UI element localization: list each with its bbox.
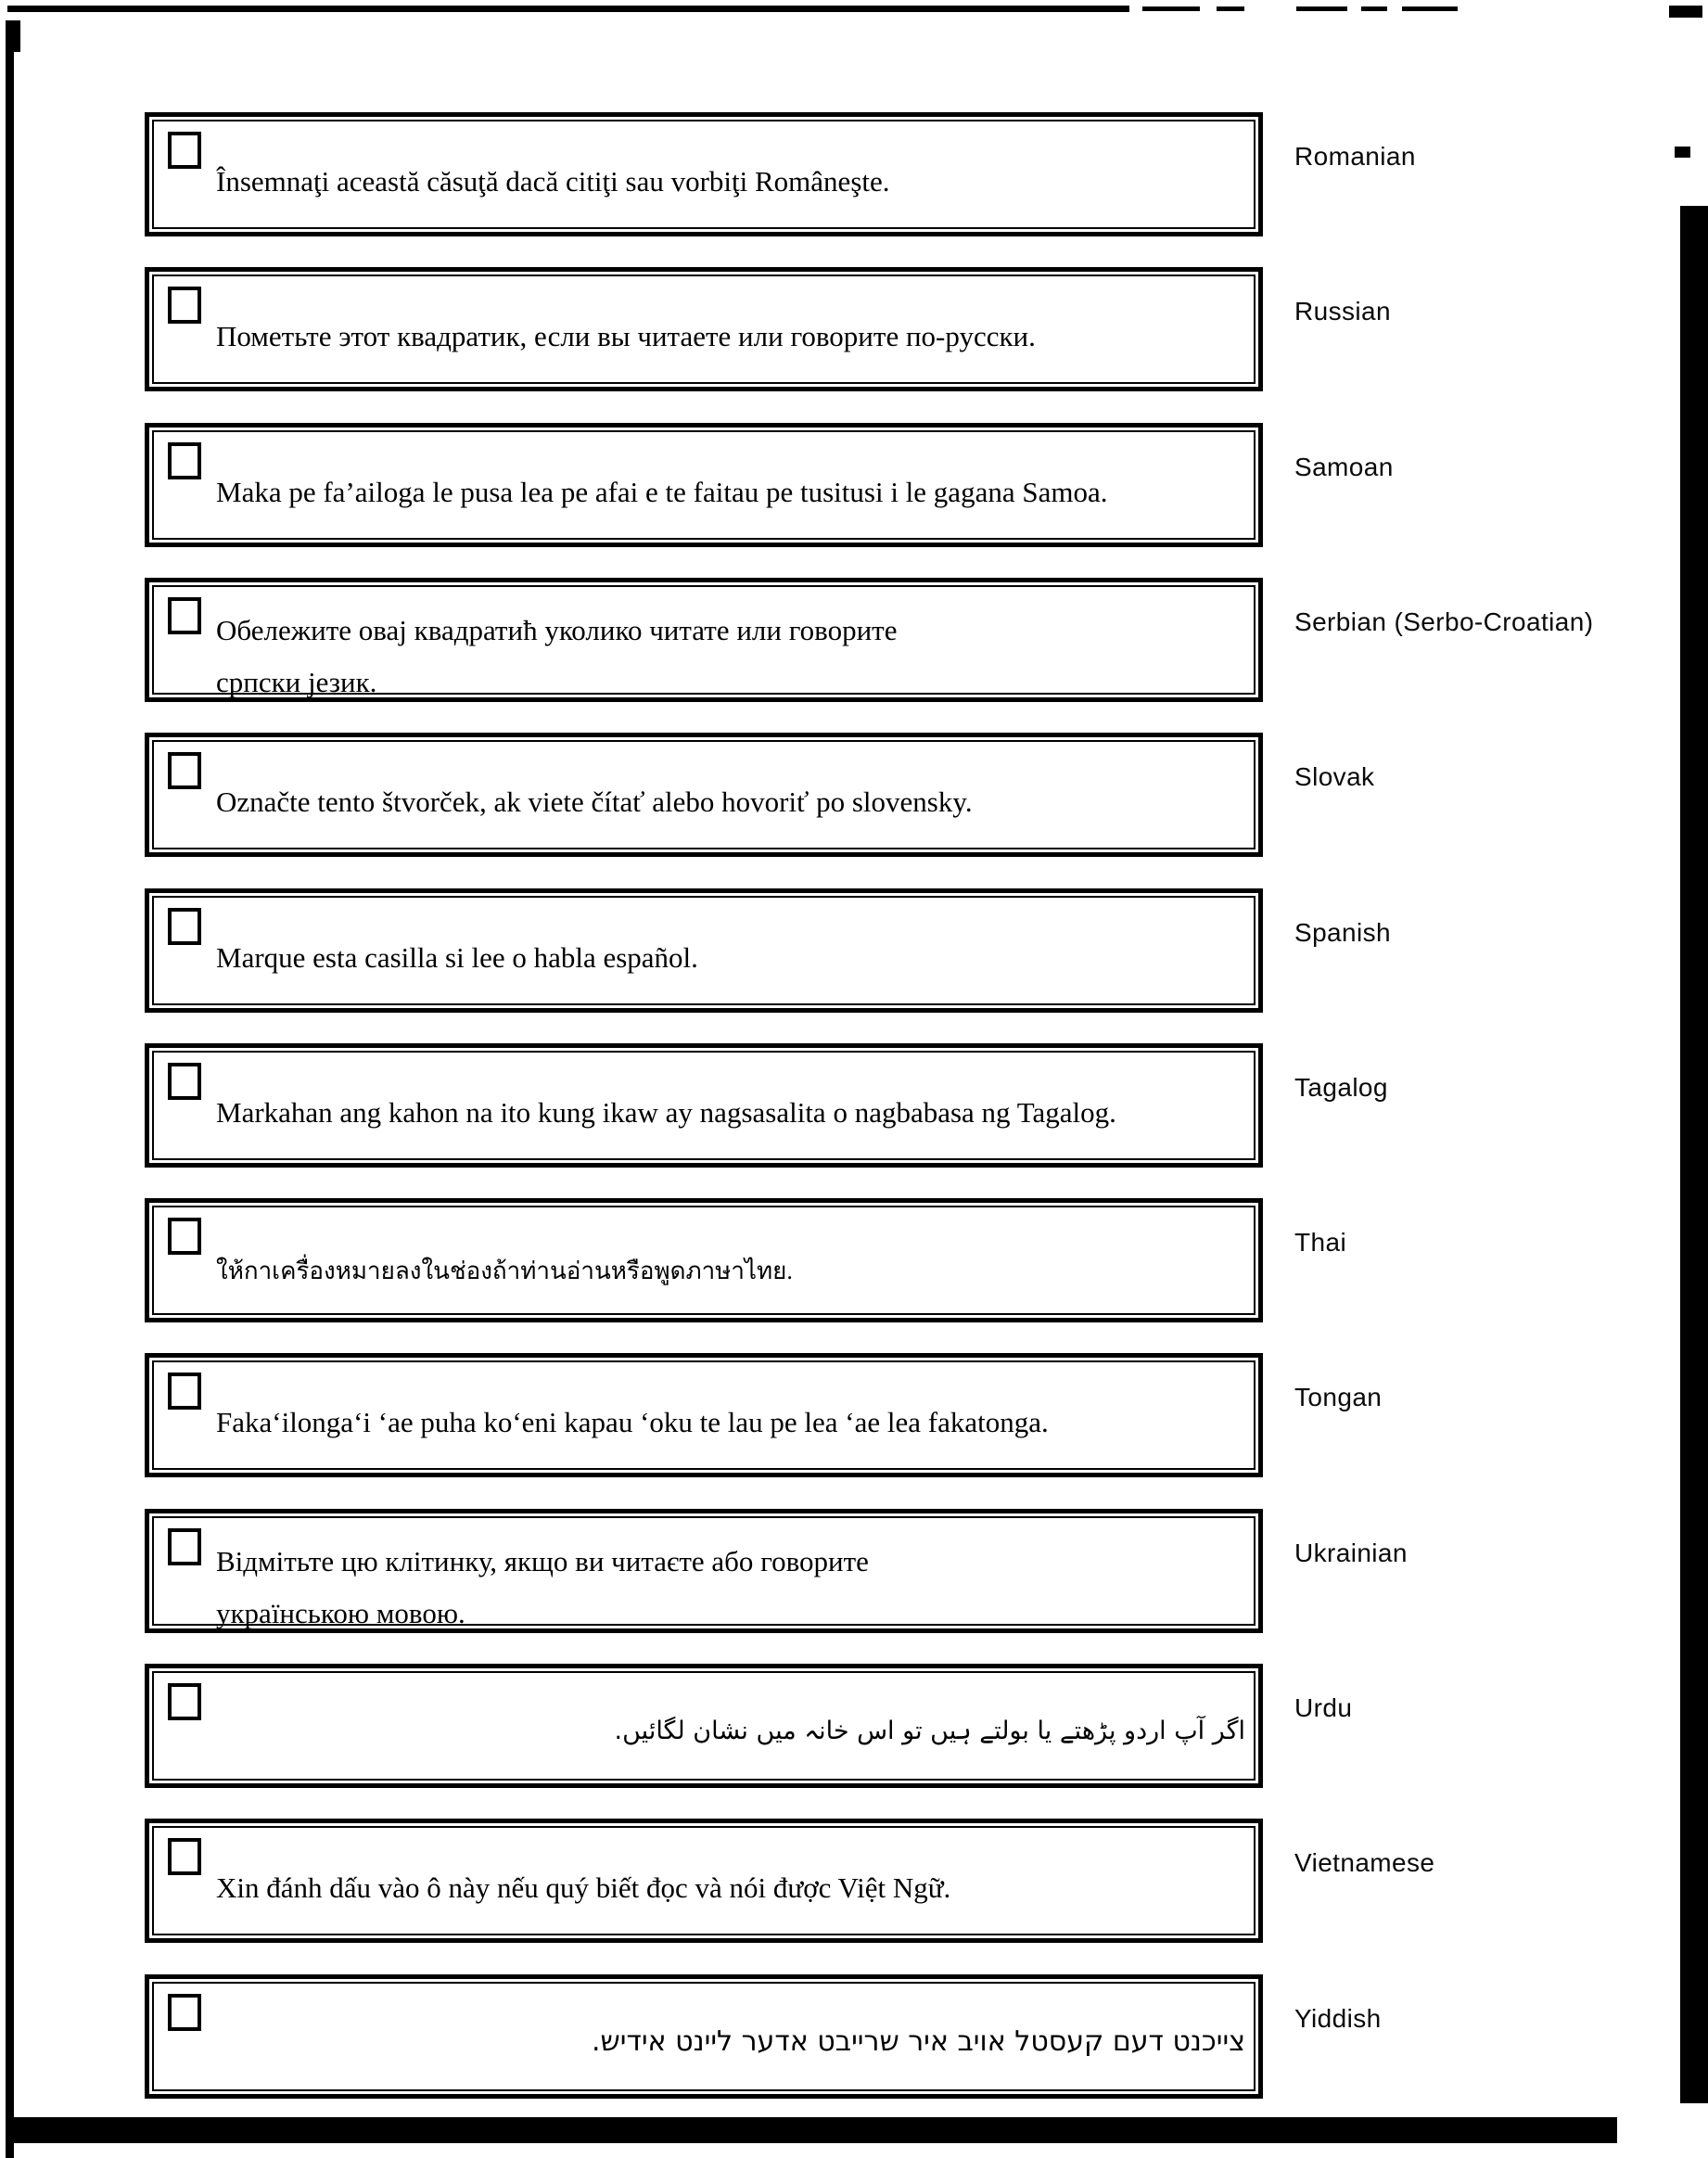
page-border-left <box>6 20 14 2158</box>
prompt-line-1: اگر آپ اردو پڑھتے یا بولتے ہیں تو اس خانہ میں نشان لگائیں. <box>614 1717 1245 1745</box>
prompt-line-1: Відмітьте цю клітинку, якщо ви читаєте або говорите <box>216 1545 869 1577</box>
checkbox[interactable] <box>168 132 201 169</box>
prompt-line-1: Xin đánh dấu vào ô này nếu quý biết đọc và nói được Việt Ngữ. <box>216 1871 951 1904</box>
language-row <box>145 423 1708 547</box>
checkbox[interactable] <box>168 908 201 945</box>
language-label: Serbian (Serbo-Croatian) <box>1294 607 1594 636</box>
language-row <box>145 888 1708 1013</box>
language-row <box>145 1509 1708 1633</box>
prompt-line-1: Markahan ang kahon na ito kung ikaw ay nagsasalita o nagbabasa ng Tagalog. <box>216 1096 1116 1129</box>
language-row <box>145 1198 1708 1322</box>
prompt <box>216 605 1245 709</box>
prompt-line-1: ให้กาเครื่องหมายลงในช่องถ้าท่านอ่านหรือพูดภาษาไทย. <box>216 1258 793 1284</box>
prompt-box <box>145 267 1263 391</box>
prompt-box <box>145 1043 1263 1168</box>
prompt-line-1: Označte tento štvorček, ak viete čítať alebo hovoriť po slovensky. <box>216 785 973 818</box>
prompt <box>216 1404 1245 1441</box>
prompt-box <box>145 1819 1263 1943</box>
prompt-box <box>145 1509 1263 1633</box>
page-border-top <box>7 6 1129 12</box>
prompt <box>216 163 1245 200</box>
prompt-box <box>145 423 1263 547</box>
prompt <box>216 1536 1245 1640</box>
language-label: Urdu <box>1294 1693 1353 1722</box>
language-label: Russian <box>1294 297 1391 326</box>
language-row <box>145 733 1708 857</box>
prompt <box>216 2024 1245 2061</box>
language-label: Tagalog <box>1294 1073 1388 1102</box>
prompt-line-1: Faka‘ilonga‘i ‘ae puha ko‘eni kapau ‘oku te lau pe lea ‘ae lea fakatonga. <box>216 1406 1049 1438</box>
top-right-dash-mark <box>1669 6 1702 18</box>
language-label: Spanish <box>1294 918 1391 947</box>
prompt-line-1: Maka pe fa’ailoga le pusa lea pe afai e te faitau pe tusitusi i le gagana Samoa. <box>216 476 1108 508</box>
language-row <box>145 1353 1708 1477</box>
language-label: Samoan <box>1294 453 1394 481</box>
prompt-line-1: צייכנט דעם קעסטל אויב איר שרייבט אדער ליינט אידיש. <box>591 2025 1245 2058</box>
checkbox[interactable] <box>168 1994 201 2031</box>
prompt <box>216 1713 1245 1750</box>
prompt <box>216 1253 1245 1290</box>
prompt <box>216 939 1245 977</box>
prompt-line-1: Обележите овај квадратић уколико читате или говорите <box>216 614 898 646</box>
language-label: Yiddish <box>1294 2004 1382 2033</box>
prompt-line-2: српски језик. <box>216 666 377 698</box>
checkbox[interactable] <box>168 1218 201 1255</box>
prompt-line-1: Marque esta casilla si lee o habla español. <box>216 941 698 974</box>
language-row <box>145 1043 1708 1168</box>
language-row <box>145 267 1708 391</box>
page-border-top-dash <box>1296 6 1347 11</box>
prompt <box>216 1870 1245 1907</box>
prompt-line-1: Пометьте этот квадратик, если вы читаете или говорите по-русски. <box>216 320 1036 352</box>
language-label: Ukrainian <box>1294 1539 1408 1567</box>
page-border-top-dash <box>1361 6 1387 11</box>
language-label: Thai <box>1294 1228 1347 1257</box>
language-row <box>145 1664 1708 1788</box>
language-row <box>145 1819 1708 1943</box>
prompt-box <box>145 1664 1263 1788</box>
checkbox[interactable] <box>168 1528 201 1565</box>
page-border-top-dash <box>1217 6 1244 11</box>
prompt-box <box>145 733 1263 857</box>
prompt-line-1: Însemnaţi această căsuţă dacă citiţi sau vorbiţi Româneşte. <box>216 165 890 198</box>
checkbox[interactable] <box>168 287 201 324</box>
language-row <box>145 1974 1708 2099</box>
prompt <box>216 784 1245 821</box>
language-label: Tongan <box>1294 1383 1383 1411</box>
page-border-top-dash <box>1402 6 1458 11</box>
checkbox[interactable] <box>168 597 201 634</box>
bottom-black-bar <box>7 2117 1617 2143</box>
prompt <box>216 1094 1245 1131</box>
language-label: Slovak <box>1294 762 1375 791</box>
checkbox[interactable] <box>168 1838 201 1875</box>
prompt-box <box>145 888 1263 1013</box>
language-row <box>145 112 1708 236</box>
prompt-box <box>145 1353 1263 1477</box>
prompt-box <box>145 578 1263 702</box>
checkbox[interactable] <box>168 1683 201 1720</box>
prompt-box <box>145 1198 1263 1322</box>
corner-mark <box>6 20 20 52</box>
checkbox[interactable] <box>168 1373 201 1410</box>
language-label: Romanian <box>1294 142 1416 171</box>
checkbox[interactable] <box>168 1063 201 1100</box>
prompt-box <box>145 112 1263 236</box>
language-row <box>145 578 1708 702</box>
checkbox[interactable] <box>168 442 201 479</box>
checkbox[interactable] <box>168 752 201 789</box>
prompt-line-2: українською мовою. <box>216 1597 465 1629</box>
language-label: Vietnamese <box>1294 1848 1435 1877</box>
page-border-top-dash <box>1142 6 1200 11</box>
prompt-box <box>145 1974 1263 2099</box>
prompt <box>216 318 1245 355</box>
prompt <box>216 474 1245 511</box>
